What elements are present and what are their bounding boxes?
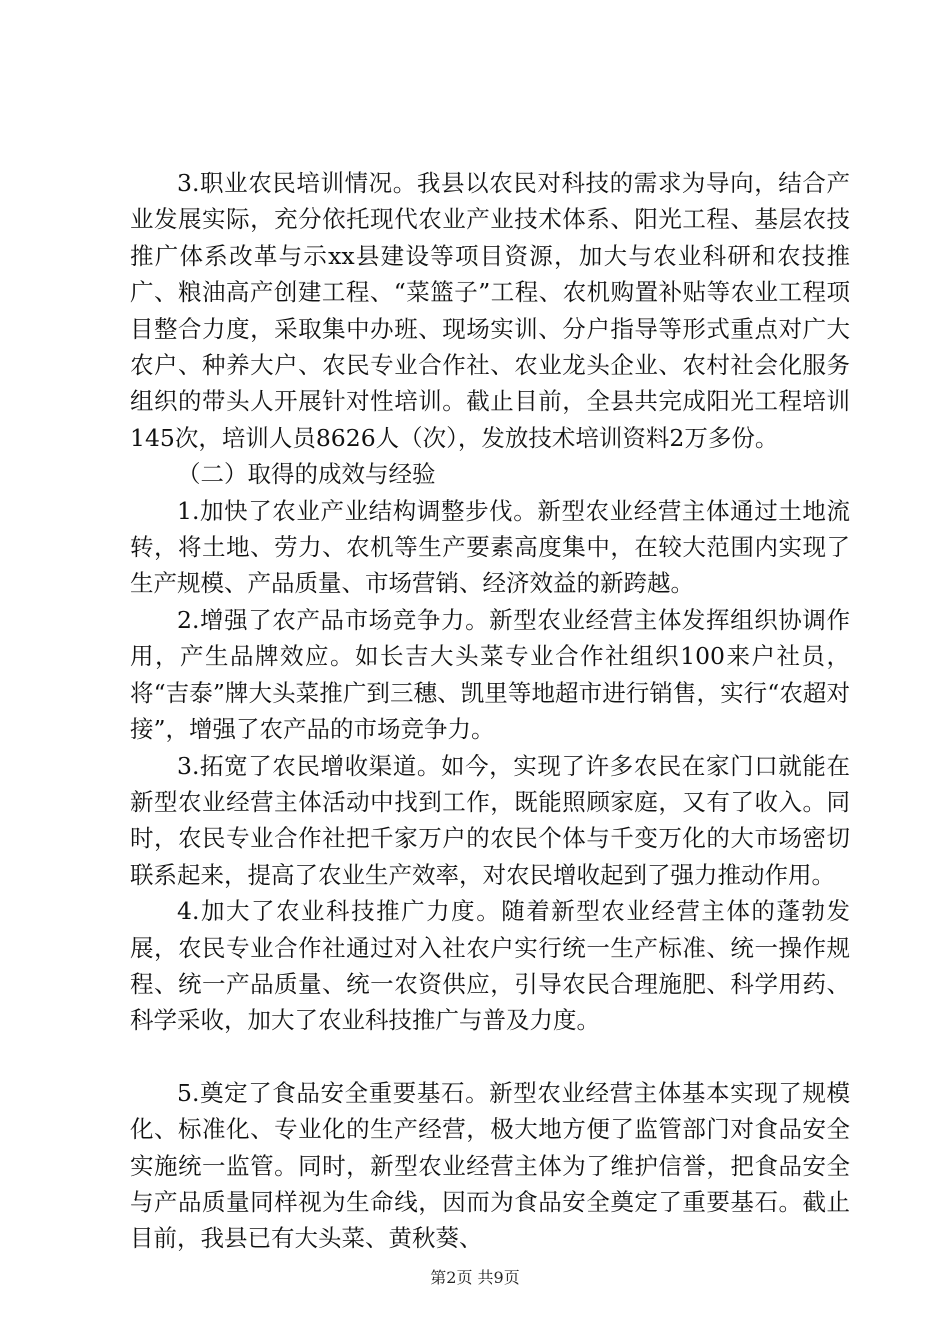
document-body xyxy=(130,165,850,1257)
paragraph-technology-promotion: 4.加大了农业科技推广力度。随着新型农业经营主体的蓬勃发展，农民专业合作社通过对入社农户实行统一生产标准、统一操作规程、统一产品质量、统一农资供应，引导农民合理施肥、科学用药、科学采收，加大了农业科技推广与普及力度。 xyxy=(130,897,850,1035)
page-footer: 第2页 共9页 xyxy=(430,1268,520,1287)
paragraph-vocational-training: 3.职业农民培训情况。我县以农民对科技的需求为导向，结合产业发展实际，充分依托现代农业产业技术体系、阳光工程、基层农技推广体系改革与示xx县建设等项目资源，加大与农业科研和农技推广、粮油高产创建工程、“菜篮子”工程、农机购置补贴等农业工程项目整合力度，采取集中办班、现场实训、分户指导等形式重点对广大农户、种养大户、农民专业合作社、农业龙头企业、农村社会化服务组织的带头人开展针对性培训。截止目前，全县共完成阳光工程培训145次，培训人员8626人（次），发放技术培训资料2万多份。 xyxy=(130,169,850,452)
section-heading: （二）取得的成效与经验 xyxy=(177,460,436,489)
paragraph-food-safety: 5.奠定了食品安全重要基石。新型农业经营主体基本实现了规模化、标准化、专业化的生产经营，极大地方便了监管部门对食品安全实施统一监管。同时，新型农业经营主体为了维护信誉，把食品安全与产品质量同样视为生命线，因而为食品安全奠定了重要基石。截止目前，我县已有大头菜、黄秋葵、 xyxy=(130,1078,850,1253)
paragraph-industry-structure: 1.加快了农业产业结构调整步伐。新型农业经营主体通过土地流转，将土地、劳力、农机等生产要素高度集中，在较大范围内实现了生产规模、产品质量、市场营销、经济效益的新跨越。 xyxy=(130,496,850,598)
paragraph-income-channels: 3.拓宽了农民增收渠道。如今，实现了许多农民在家门口就能在新型农业经营主体活动中找到工作，既能照顾家庭，又有了收入。同时，农民专业合作社把千家万户的农民个体与千变万化的大市场密切联系起来，提高了农业生产效率，对农民增收起到了强力推动作用。 xyxy=(130,751,850,889)
paragraph-market-competitiveness: 2.增强了农产品市场竞争力。新型农业经营主体发挥组织协调作用，产生品牌效应。如长吉大头菜专业合作社组织100来户社员，将“吉泰”牌大头菜推广到三穗、凯里等地超市进行销售，实行“农超对接”，增强了农产品的市场竞争力。 xyxy=(130,605,850,744)
